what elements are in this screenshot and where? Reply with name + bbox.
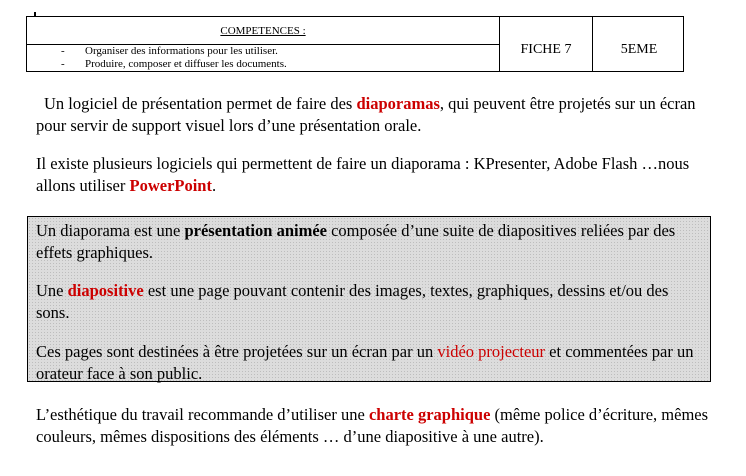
competences-list [27, 45, 287, 71]
charte-paragraph: L’esthétique du travail recommande d’utiliser une charte graphique (même police d’écriture, mêmes couleurs, mêmes dispositions des éléments … d’une diapositive à une autre). [36, 405, 709, 446]
keyword-diaporamas: diaporamas [356, 94, 440, 113]
keyword-charte-graphique: charte graphique [368, 405, 491, 424]
bold-presentation-animee: présentation animée [184, 221, 327, 240]
keyword-powerpoint: PowerPoint [129, 176, 212, 195]
keyword-diapositive: diapositive [67, 281, 144, 300]
box-paragraph-diapositive: Une diapositive est une page pouvant contenir des images, textes, graphiques, dessins et/ou des sons. [36, 281, 669, 322]
keyword-video-projecteur: vidéo projecteur [437, 342, 546, 361]
intro-paragraph: Un logiciel de présentation permet de faire des diaporamas, qui peuvent être projetés sur un écran pour servir de support visuel lors d’une présentation orale. [36, 94, 696, 135]
competences-title: COMPETENCES : [27, 17, 499, 45]
fiche-number: FICHE 7 [500, 17, 593, 71]
header-table [26, 16, 684, 72]
competence-item: - Produire, composer et diffuser les documents. [27, 58, 287, 71]
class-level: 5EME [620, 42, 658, 57]
definition-box [27, 216, 711, 382]
competences-cell [27, 17, 500, 71]
competence-item: - Organiser des informations pour les utiliser. [27, 45, 287, 58]
software-paragraph: Il existe plusieurs logiciels qui permettent de faire un diaporama : KPresenter, Adobe Flash …nous allons utiliser PowerPoint. [36, 154, 690, 195]
box-paragraph-diaporama: Un diaporama est une présentation animée composée d’une suite de diapositives reliées par des effets graphiques. [36, 221, 676, 262]
box-paragraph-pages: Ces pages sont destinées à être projetées sur un écran par un vidéo projecteur et commentées par un orateur face à son public. [36, 342, 694, 383]
